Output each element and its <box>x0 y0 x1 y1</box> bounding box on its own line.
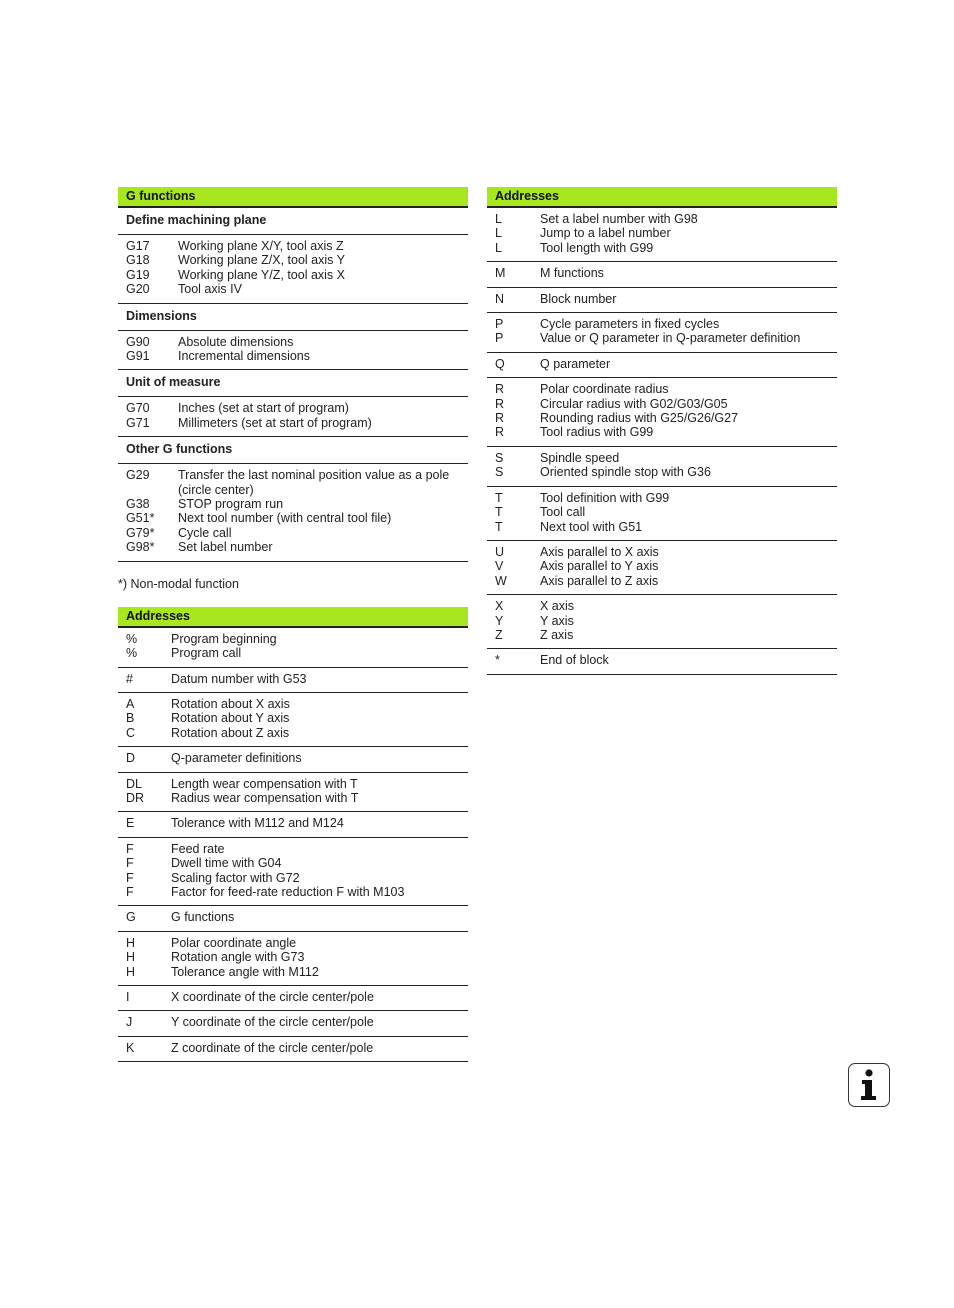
code-cell: L <box>495 240 502 255</box>
description-cell: Block number <box>540 291 617 306</box>
description-cell: Value or Q parameter in Q-parameter definition <box>540 331 801 346</box>
right-column <box>487 187 837 675</box>
code-cell: F <box>126 856 134 871</box>
addresses-table-right <box>487 187 837 675</box>
code-cell: G38 <box>126 497 150 512</box>
entry-group <box>118 397 468 437</box>
description-cell: Rotation about X axis <box>171 696 290 711</box>
addresses-header-left: Addresses <box>118 607 468 628</box>
table-row <box>118 335 468 349</box>
table-row <box>487 317 837 331</box>
table-row <box>118 497 468 511</box>
code-cell: P <box>495 317 504 332</box>
entry-group <box>118 668 468 693</box>
code-cell: D <box>126 751 136 766</box>
code-cell: L <box>495 226 502 241</box>
description-cell: G functions <box>171 910 235 925</box>
code-cell: % <box>126 646 138 661</box>
code-cell: Y <box>495 613 504 628</box>
description-cell: Set label number <box>178 540 273 555</box>
table-row <box>118 632 468 646</box>
g-functions-header: G functions <box>118 187 468 208</box>
section-title: Other G functions <box>118 437 468 464</box>
description-cell: Y coordinate of the circle center/pole <box>171 1015 374 1030</box>
entry-group <box>118 773 468 813</box>
description-cell: Tool definition with G99 <box>540 490 670 505</box>
code-cell: H <box>126 964 136 979</box>
description-cell: Cycle call <box>178 525 232 540</box>
description-cell: Working plane Z/X, tool axis Y <box>178 253 345 268</box>
entry-group <box>118 838 468 907</box>
table-row <box>487 425 837 439</box>
entry-group <box>487 208 837 262</box>
code-cell: V <box>495 559 504 574</box>
addresses-table-left <box>118 607 468 1063</box>
entry-group <box>487 262 837 287</box>
code-cell: G70 <box>126 401 150 416</box>
entry-group <box>118 747 468 772</box>
code-cell: F <box>126 884 134 899</box>
description-cell: Tolerance with M112 and M124 <box>171 816 344 831</box>
left-column <box>118 187 468 1062</box>
table-row <box>118 1041 468 1055</box>
table-row <box>118 777 468 791</box>
table-row <box>487 559 837 573</box>
table-row <box>118 936 468 950</box>
description-cell: Working plane Y/Z, tool axis X <box>178 267 345 282</box>
table-row <box>118 401 468 415</box>
entry-group <box>487 378 837 447</box>
description-cell: Program call <box>171 646 242 661</box>
table-row <box>118 239 468 253</box>
table-row <box>487 491 837 505</box>
description-cell: Tolerance angle with M112 <box>171 964 319 979</box>
description-cell: Rotation about Y axis <box>171 711 290 726</box>
table-row <box>118 885 468 899</box>
entry-group <box>487 649 837 674</box>
table-row <box>118 540 468 554</box>
description-cell: Inches (set at start of program) <box>178 401 349 416</box>
section-title: Unit of measure <box>118 370 468 397</box>
table-row <box>118 842 468 856</box>
table-row <box>487 451 837 465</box>
description-cell: Millimeters (set at start of program) <box>178 415 372 430</box>
entry-group <box>487 353 837 378</box>
code-cell: Q <box>495 356 505 371</box>
description-cell: Feed rate <box>171 841 225 856</box>
code-cell: G17 <box>126 239 150 253</box>
table-row <box>118 791 468 805</box>
description-cell: Z axis <box>540 627 574 642</box>
table-row <box>118 483 468 497</box>
code-cell <box>126 483 178 497</box>
description-cell: Next tool with G51 <box>540 519 643 534</box>
table-row <box>487 331 837 345</box>
code-cell: H <box>126 935 136 950</box>
footnote: *) Non-modal function <box>118 576 239 591</box>
table-row <box>487 212 837 226</box>
table-row <box>118 646 468 660</box>
code-cell: * <box>495 653 500 668</box>
entry-group <box>118 986 468 1011</box>
table-row <box>118 253 468 267</box>
entry-group <box>118 235 468 304</box>
code-cell: U <box>495 544 505 559</box>
description-cell: Y axis <box>540 613 574 628</box>
description-cell: Next tool number (with central tool file) <box>178 511 392 526</box>
description-cell: Tool radius with G99 <box>540 425 654 440</box>
table-row <box>487 653 837 667</box>
table-row <box>487 574 837 588</box>
description-cell: Length wear compensation with T <box>171 776 358 791</box>
code-cell: R <box>495 382 505 397</box>
entry-group <box>118 464 468 561</box>
entry-group <box>118 693 468 747</box>
description-cell: Axis parallel to Z axis <box>540 573 659 588</box>
description-cell: Rounding radius with G25/G26/G27 <box>540 411 739 426</box>
table-row <box>118 910 468 924</box>
table-row <box>487 357 837 371</box>
description-cell: M functions <box>540 266 604 281</box>
table-row <box>487 465 837 479</box>
table-row <box>487 545 837 559</box>
description-cell: Cycle parameters in fixed cycles <box>540 317 720 332</box>
description-cell: Incremental dimensions <box>178 349 311 364</box>
description-cell: Radius wear compensation with T <box>171 790 359 805</box>
code-cell: F <box>126 841 134 856</box>
code-cell: I <box>126 990 130 1004</box>
code-cell: G <box>126 910 136 925</box>
table-row <box>487 628 837 642</box>
table-row <box>118 816 468 830</box>
description-cell: Circular radius with G02/G03/G05 <box>540 396 728 411</box>
description-cell: Z coordinate of the circle center/pole <box>171 1040 374 1055</box>
entry-group <box>118 1037 468 1062</box>
entry-group <box>487 288 837 313</box>
table-row <box>487 382 837 396</box>
table-row <box>487 599 837 613</box>
table-row <box>118 672 468 686</box>
info-icon <box>848 1063 890 1107</box>
code-cell: R <box>495 411 505 426</box>
code-cell: K <box>126 1040 135 1055</box>
description-cell: (circle center) <box>178 482 254 497</box>
description-cell: Rotation about Z axis <box>171 725 290 740</box>
code-cell: H <box>126 950 136 965</box>
code-cell: W <box>495 573 507 588</box>
description-cell: Tool length with G99 <box>540 240 654 255</box>
description-cell: Factor for feed-rate reduction F with M103 <box>171 884 405 899</box>
table-row <box>487 614 837 628</box>
code-cell: % <box>126 631 138 646</box>
description-cell: Rotation angle with G73 <box>171 950 305 965</box>
description-cell: Jump to a label number <box>540 226 671 241</box>
code-cell: G90 <box>126 334 150 349</box>
code-cell: T <box>495 519 503 534</box>
description-cell: Tool call <box>540 505 586 520</box>
table-row <box>487 292 837 306</box>
code-cell: T <box>495 490 503 505</box>
description-cell: X axis <box>540 599 575 614</box>
table-row <box>118 282 468 296</box>
code-cell: DL <box>126 776 142 791</box>
code-cell: E <box>126 816 135 831</box>
code-cell: G20 <box>126 282 150 297</box>
table-row <box>118 416 468 430</box>
table-row <box>118 468 468 482</box>
code-cell: G91 <box>126 349 150 364</box>
code-cell: S <box>495 450 504 465</box>
code-cell: S <box>495 465 504 480</box>
description-cell: Oriented spindle stop with G36 <box>540 465 711 480</box>
table-row <box>118 856 468 870</box>
g-functions-table <box>118 187 468 607</box>
description-cell: Q parameter <box>540 356 611 371</box>
description-cell: Tool axis IV <box>178 282 242 297</box>
table-row <box>118 697 468 711</box>
entry-group <box>487 487 837 541</box>
code-cell: G51* <box>126 511 155 526</box>
section-title: Define machining plane <box>118 208 468 235</box>
table-row <box>118 726 468 740</box>
code-cell: G29 <box>126 468 150 483</box>
description-cell: Working plane X/Y, tool axis Z <box>178 239 344 253</box>
addresses-header-right: Addresses <box>487 187 837 208</box>
description-cell: Polar coordinate angle <box>171 935 297 950</box>
addresses-groups-right <box>487 208 837 675</box>
table-row <box>118 990 468 1004</box>
description-cell: Polar coordinate radius <box>540 382 669 397</box>
entry-group <box>487 595 837 649</box>
description-cell: End of block <box>540 653 609 668</box>
description-cell: Program beginning <box>171 631 277 646</box>
description-cell: Axis parallel to Y axis <box>540 559 659 574</box>
description-cell: Datum number with G53 <box>171 671 307 686</box>
description-cell: Spindle speed <box>540 450 620 465</box>
entry-group <box>487 541 837 595</box>
code-cell: G98* <box>126 540 155 555</box>
entry-group <box>118 331 468 371</box>
code-cell: M <box>495 266 506 281</box>
code-cell: J <box>126 1015 133 1030</box>
table-row <box>118 751 468 765</box>
description-cell: Q-parameter definitions <box>171 751 302 766</box>
entry-group <box>487 313 837 353</box>
addresses-groups-left <box>118 628 468 1063</box>
description-cell: Axis parallel to X axis <box>540 544 659 559</box>
description-cell: Scaling factor with G72 <box>171 870 300 885</box>
entry-group <box>118 812 468 837</box>
code-cell: DR <box>126 790 145 805</box>
code-cell: G19 <box>126 267 150 282</box>
code-cell: R <box>495 425 505 440</box>
table-row <box>487 226 837 240</box>
table-row <box>118 965 468 979</box>
code-cell: R <box>495 396 505 411</box>
code-cell: C <box>126 725 136 740</box>
code-cell: # <box>126 671 133 686</box>
description-cell: STOP program run <box>178 497 284 512</box>
code-cell: F <box>126 870 134 885</box>
table-row <box>118 1015 468 1029</box>
description-cell: Transfer the last nominal position value as a pole <box>178 468 450 483</box>
table-row <box>118 711 468 725</box>
table-row <box>487 397 837 411</box>
description-cell: Dwell time with G04 <box>171 856 282 871</box>
table-row <box>118 950 468 964</box>
code-cell: Z <box>495 627 503 642</box>
entry-group <box>118 628 468 668</box>
code-cell: T <box>495 505 503 520</box>
code-cell: A <box>126 696 135 711</box>
table-row <box>487 520 837 534</box>
table-row <box>118 871 468 885</box>
entry-group <box>118 932 468 986</box>
table-row <box>118 268 468 282</box>
table-row <box>487 241 837 255</box>
description-cell: Absolute dimensions <box>178 334 294 349</box>
code-cell: G79* <box>126 525 155 540</box>
description-cell: X coordinate of the circle center/pole <box>171 990 374 1004</box>
code-cell: G71 <box>126 415 150 430</box>
code-cell: N <box>495 291 505 306</box>
code-cell: X <box>495 599 504 614</box>
code-cell: P <box>495 331 504 346</box>
table-row <box>487 411 837 425</box>
table-row <box>118 349 468 363</box>
code-cell: G18 <box>126 253 150 268</box>
g-functions-sections <box>118 208 468 562</box>
section-title: Dimensions <box>118 304 468 331</box>
table-row <box>118 511 468 525</box>
code-cell: L <box>495 212 502 226</box>
table-row <box>118 526 468 540</box>
table-row <box>487 505 837 519</box>
entry-group <box>118 1011 468 1036</box>
entry-group <box>487 447 837 487</box>
code-cell: B <box>126 711 135 726</box>
table-row <box>487 266 837 280</box>
entry-group <box>118 906 468 931</box>
description-cell: Set a label number with G98 <box>540 212 698 226</box>
